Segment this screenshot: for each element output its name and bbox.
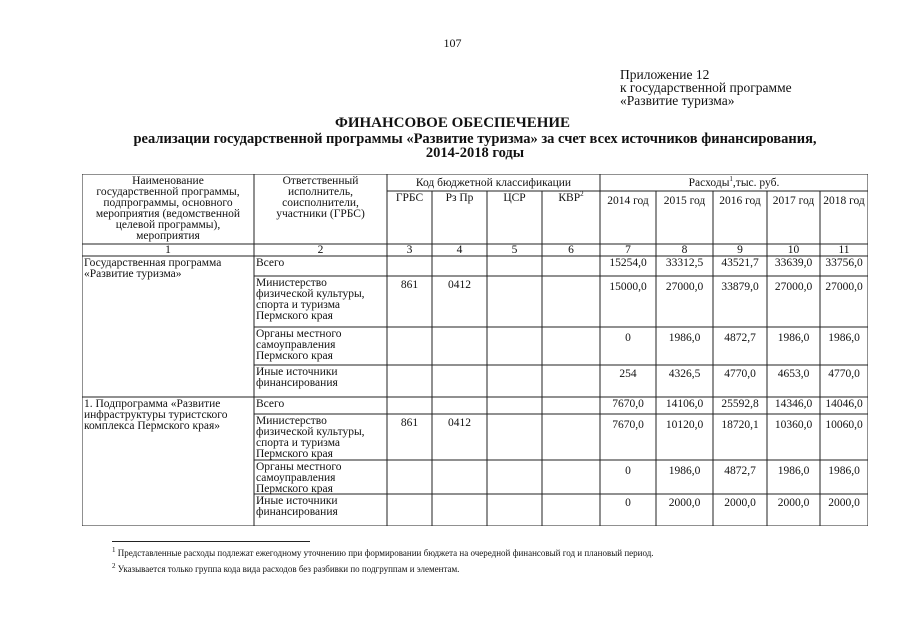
expense-value — [600, 258, 656, 269]
expense-value — [656, 420, 713, 431]
document-subtitle — [110, 132, 840, 160]
cell-line: самоуправления — [256, 472, 336, 484]
expense-value — [713, 282, 767, 293]
cell-line: Органы местного — [256, 328, 342, 340]
column-number — [600, 245, 656, 256]
expense-value — [713, 399, 767, 410]
cell-line: 2015 год — [663, 195, 706, 207]
appendix-line: Приложение 12 — [620, 67, 710, 82]
cell-line: 7670,0 — [612, 398, 644, 410]
cell-line: 10120,0 — [665, 419, 704, 431]
column-number — [542, 245, 600, 256]
cell-line: 861 — [400, 279, 419, 291]
cell-line: 10 — [787, 244, 800, 256]
cell-line: 254 — [619, 368, 637, 380]
header-year — [600, 196, 656, 207]
cell-line: 4872,7 — [724, 465, 756, 477]
footnote — [112, 548, 654, 558]
cell-line: Министерство — [256, 415, 327, 427]
cell-line: 14046,0 — [825, 398, 863, 410]
cell-line: 1986,0 — [777, 465, 810, 477]
cell-line: Код бюджетной классификации — [415, 177, 572, 189]
cell-line: 861 — [400, 417, 419, 429]
cell-line: 0412 — [448, 279, 471, 291]
expense-value — [600, 498, 656, 509]
cell-line: 10360,0 — [774, 419, 813, 431]
cell-line: 11 — [838, 244, 850, 256]
expense-value — [820, 420, 868, 431]
executor-name — [256, 367, 385, 389]
cell-line: 1986,0 — [668, 332, 701, 344]
header-executor — [254, 176, 387, 220]
cell-line: 2000,0 — [724, 497, 756, 509]
expense-value — [820, 399, 868, 410]
rzpr-code — [432, 418, 487, 429]
program-name — [84, 399, 252, 432]
column-number — [82, 245, 254, 256]
executor-name — [256, 258, 385, 269]
expense-value — [767, 258, 820, 269]
grbs-code — [387, 280, 432, 291]
subtitle-line: 2014-2018 годы — [425, 145, 525, 161]
cell-line: 10060,0 — [825, 419, 863, 431]
cell-line: 8 — [681, 244, 688, 256]
cell-line: государственной программы, — [96, 186, 240, 198]
cell-line: Органы местного — [256, 461, 342, 473]
grbs-code — [387, 418, 432, 429]
column-number — [387, 245, 432, 256]
expense-value — [713, 258, 767, 269]
cell-line: финансирования — [256, 506, 338, 518]
cell-line: 7 — [625, 244, 631, 256]
cell-line: 15254,0 — [609, 257, 647, 269]
cell-line: 25592,8 — [721, 398, 759, 410]
expense-value — [600, 333, 656, 344]
document-title: ФИНАНСОВОЕ ОБЕСПЕЧЕНИЕ — [334, 115, 571, 131]
cell-line: 0 — [625, 465, 631, 477]
expense-value — [820, 369, 868, 380]
cell-line: целевой программы), — [115, 219, 221, 231]
expenses-label: Расходы — [688, 177, 730, 189]
expense-value — [767, 466, 820, 477]
executor-name — [256, 496, 385, 518]
footnote-mark: 1 — [112, 546, 116, 554]
expense-value — [767, 420, 820, 431]
footnote-text: Указывается только группа кода вида расходов без разбивки по подгруппам и элементам. — [117, 564, 460, 574]
expense-value — [820, 466, 868, 477]
cell-line: 1986,0 — [828, 465, 860, 477]
cell-line: 0 — [625, 497, 631, 509]
cell-line: 2000,0 — [668, 497, 701, 509]
cell-line: 27000,0 — [665, 281, 704, 293]
cell-line: 1 — [165, 244, 171, 256]
cell-line: 2018 год — [823, 195, 865, 207]
cell-line: спорта и туризма — [256, 437, 340, 449]
expense-value — [767, 369, 820, 380]
column-number — [820, 245, 868, 256]
cell-line: Государственная программа — [84, 257, 222, 269]
cell-line: Наименование — [132, 175, 204, 187]
header-year — [767, 196, 820, 207]
expense-value — [656, 282, 713, 293]
financing-table — [82, 174, 868, 526]
cell-line: 1986,0 — [828, 332, 860, 344]
header-kvr — [542, 190, 600, 204]
cell-line: 2014 год — [607, 195, 649, 207]
expense-value — [767, 282, 820, 293]
cell-line: 27000,0 — [774, 281, 813, 293]
cell-line: Министерство — [256, 277, 327, 289]
cell-line: 2 — [317, 244, 324, 256]
footnote-mark: 2 — [112, 562, 116, 570]
expense-value — [600, 369, 656, 380]
executor-name — [256, 399, 385, 410]
cell-line: 2000,0 — [828, 497, 860, 509]
expense-value — [600, 282, 656, 293]
cell-line: 2000,0 — [777, 497, 810, 509]
header-kbk — [387, 178, 600, 189]
cell-line: ЦСР — [503, 192, 526, 204]
appendix-line: «Развитие туризма» — [620, 93, 735, 108]
cell-line: 6 — [568, 244, 574, 256]
header-csr — [487, 193, 542, 204]
header-name — [82, 176, 254, 242]
cell-line: 27000,0 — [825, 281, 863, 293]
cell-line: 4 — [456, 244, 463, 256]
expense-value — [656, 498, 713, 509]
cell-line: 33879,0 — [721, 281, 759, 293]
cell-line: 1. Подпрограмма «Развитие — [84, 398, 221, 410]
cell-line: Пермского края — [256, 350, 333, 362]
cell-line: соисполнители, — [282, 197, 359, 209]
expense-value — [656, 369, 713, 380]
cell-line: 33639,0 — [774, 257, 813, 269]
cell-line: Всего — [256, 257, 285, 269]
footnote — [112, 564, 459, 574]
expense-value — [656, 399, 713, 410]
cell-line: 4872,7 — [724, 332, 756, 344]
column-number — [656, 245, 713, 256]
expense-value — [820, 333, 868, 344]
cell-line: подпрограммы, основного — [103, 197, 233, 209]
executor-name — [256, 278, 385, 322]
cell-line: Пермского края — [256, 310, 333, 322]
cell-line: «Развитие туризма» — [84, 268, 182, 280]
expense-value — [820, 498, 868, 509]
cell-line: 0 — [625, 332, 631, 344]
header-year — [656, 196, 713, 207]
cell-line: спорта и туризма — [256, 299, 340, 311]
header-expenses — [600, 175, 868, 189]
header-grbs — [387, 193, 432, 204]
header-rzpr — [432, 193, 487, 204]
cell-line: исполнитель, — [287, 186, 354, 198]
expense-value — [600, 399, 656, 410]
column-number — [767, 245, 820, 256]
cell-line: физической культуры, — [256, 288, 365, 300]
cell-line: 1986,0 — [668, 465, 701, 477]
cell-line: 43521,7 — [721, 257, 759, 269]
cell-line: 9 — [737, 244, 743, 256]
cell-line: ГРБС — [395, 192, 424, 204]
cell-line: 33312,5 — [665, 257, 704, 269]
cell-line: 14106,0 — [665, 398, 704, 410]
program-name — [84, 258, 252, 280]
footnote-text: Представленные расходы подлежат ежегодному уточнению при формировании бюджета на очередной финансовый год и плановый период. — [117, 548, 654, 558]
expense-value — [656, 333, 713, 344]
expenses-footnote-mark: 1 — [729, 175, 733, 184]
cell-line: 14346,0 — [774, 398, 813, 410]
cell-line: финансирования — [256, 377, 338, 389]
cell-line: Пермского края — [256, 483, 333, 495]
cell-line: Рз Пр — [445, 192, 474, 204]
cell-line: Пермского края — [256, 448, 333, 460]
cell-line: 4770,0 — [828, 368, 860, 380]
appendix-line: к государственной программе — [620, 80, 792, 95]
expense-value — [600, 466, 656, 477]
kvr-label: КВР — [558, 192, 581, 204]
cell-line: самоуправления — [256, 339, 336, 351]
expense-value — [767, 498, 820, 509]
header-year — [820, 196, 868, 207]
cell-line: мероприятия (ведомственной — [95, 208, 241, 220]
cell-line: 2017 год — [772, 195, 815, 207]
appendix-note — [620, 68, 792, 107]
expense-value — [820, 258, 868, 269]
kvr-footnote-mark: 2 — [580, 190, 584, 199]
header-year — [713, 196, 767, 207]
cell-line: 2016 год — [719, 195, 761, 207]
expense-value — [713, 498, 767, 509]
cell-line: Иные источники — [256, 495, 338, 507]
expense-value — [600, 420, 656, 431]
expense-value — [713, 420, 767, 431]
cell-line: Всего — [256, 398, 285, 410]
expense-value — [656, 466, 713, 477]
cell-line: комплекса Пермского края» — [84, 420, 220, 432]
executor-name — [256, 329, 385, 362]
expense-value — [820, 282, 868, 293]
cell-line: мероприятия — [136, 230, 200, 242]
expense-value — [767, 333, 820, 344]
cell-line: 0412 — [448, 417, 471, 429]
cell-line: 5 — [511, 244, 518, 256]
column-number — [713, 245, 767, 256]
cell-line: 4326,5 — [668, 368, 701, 380]
cell-line: 4770,0 — [724, 368, 756, 380]
cell-line: 18720,1 — [721, 419, 759, 431]
footnote-rule — [112, 541, 310, 542]
expense-value — [713, 333, 767, 344]
cell-line: участники (ГРБС) — [276, 208, 365, 220]
cell-line: 33756,0 — [825, 257, 863, 269]
cell-line: 7670,0 — [612, 419, 644, 431]
subtitle-line: реализации государственной программы «Развитие туризма» за счет всех источников финансирования, — [133, 131, 817, 147]
expense-value — [656, 258, 713, 269]
page-number: 107 — [443, 36, 462, 50]
cell-line: Ответственный — [282, 175, 359, 187]
column-number — [432, 245, 487, 256]
cell-line: физической культуры, — [256, 426, 365, 438]
cell-line: Иные источники — [256, 366, 338, 378]
expense-value — [767, 399, 820, 410]
expenses-unit: ,тыс. руб. — [732, 177, 780, 189]
column-number — [487, 245, 542, 256]
cell-line: 15000,0 — [609, 281, 647, 293]
cell-line: 1986,0 — [777, 332, 810, 344]
expense-value — [713, 369, 767, 380]
column-number — [254, 245, 387, 256]
cell-line: 3 — [406, 244, 413, 256]
cell-line: 4653,0 — [777, 368, 810, 380]
expense-value — [713, 466, 767, 477]
rzpr-code — [432, 280, 487, 291]
cell-line: инфраструктуры туристского — [84, 409, 228, 421]
executor-name — [256, 462, 385, 495]
executor-name — [256, 416, 385, 460]
